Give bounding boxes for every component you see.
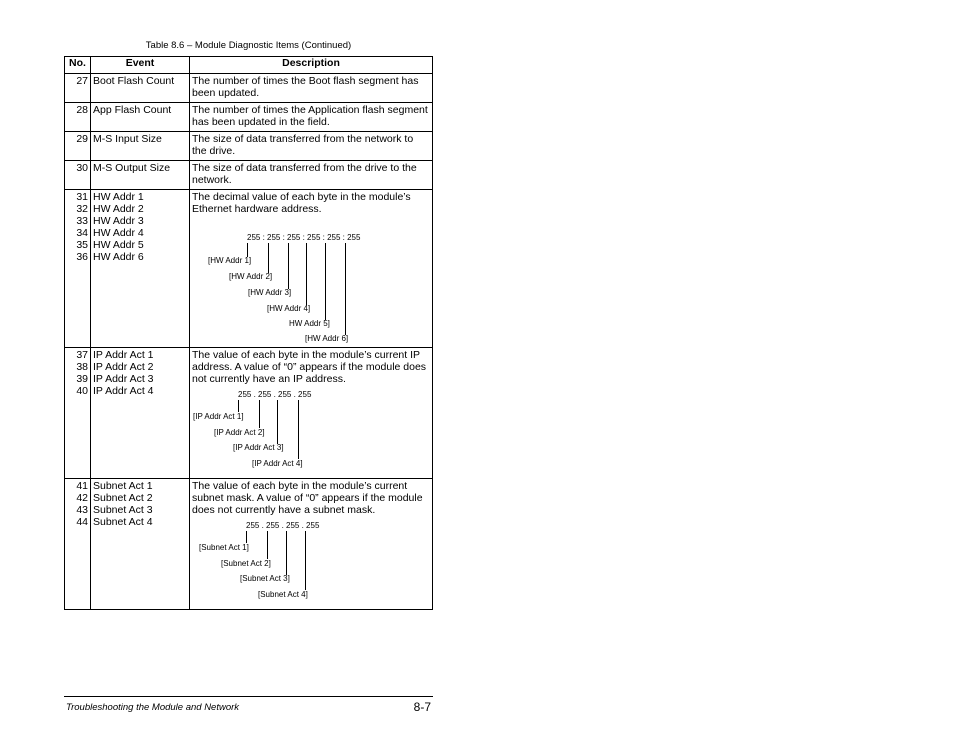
ip-label-2: [IP Addr Act 2] xyxy=(214,428,265,437)
hw-leader-4 xyxy=(306,243,307,305)
subnet-diagram xyxy=(192,516,430,606)
hw-leader-3 xyxy=(288,243,289,289)
subnet-label-4: [Subnet Act 4] xyxy=(258,590,308,599)
row-description: The decimal value of each byte in the module’s Ethernet hardware address. 255 : 255 : 255 : 255 : 255 : 255 [HW Addr 1] [HW Addr 2] [HW Addr 3] [HW Addr 4] HW Addr 5] [HW Addr 6] xyxy=(190,190,433,348)
diagnostic-table xyxy=(64,56,433,610)
ip-addr-diagram xyxy=(192,385,430,475)
ip-label-3: [IP Addr Act 3] xyxy=(233,443,284,452)
row-description: The size of data transferred from the network to the drive. xyxy=(190,132,433,161)
subnet-leader-2 xyxy=(267,531,268,559)
row-description: The value of each byte in the module’s current IP address. A value of “0” appears if the module does not currently have an IP address. 255 . 255 . 255 . 255 [IP Addr Act 1] [IP Addr Act 2] [IP Addr Act 3] [IP Addr Act 4] xyxy=(190,348,433,479)
table-row xyxy=(65,132,433,161)
hw-addr-value: 255 : 255 : 255 : 255 : 255 : 255 xyxy=(247,233,361,242)
table-header-row xyxy=(65,57,433,74)
hw-leader-2 xyxy=(268,243,269,273)
footer-section-title: Troubleshooting the Module and Network xyxy=(66,702,240,713)
ip-addr-value: 255 . 255 . 255 . 255 xyxy=(238,390,312,399)
hw-addr-diagram xyxy=(192,215,430,343)
row-number: 30 xyxy=(65,161,91,190)
table-row xyxy=(65,74,433,103)
row-event: HW Addr 1 HW Addr 2 HW Addr 3 HW Addr 4 HW Addr 5 HW Addr 6 xyxy=(91,190,190,348)
row-number: 37 38 39 40 xyxy=(65,348,91,479)
table-row xyxy=(65,161,433,190)
table-row xyxy=(65,103,433,132)
row-number: 27 xyxy=(65,74,91,103)
hw-label-1: [HW Addr 1] xyxy=(208,256,252,265)
row-number: 29 xyxy=(65,132,91,161)
ip-label-1: [IP Addr Act 1] xyxy=(193,412,244,421)
row-description: The number of times the Boot flash segment has been updated. xyxy=(190,74,433,103)
table-row xyxy=(65,190,433,348)
row-event: M-S Output Size xyxy=(91,161,190,190)
row-number: 28 xyxy=(65,103,91,132)
ip-leader-3 xyxy=(277,400,278,444)
table-caption: Table 8.6 – Module Diagnostic Items (Continued) xyxy=(145,40,352,51)
subnet-label-1: [Subnet Act 1] xyxy=(199,543,249,552)
row-event: M-S Input Size xyxy=(91,132,190,161)
hw-label-5: HW Addr 5] xyxy=(289,319,330,328)
row-event: Boot Flash Count xyxy=(91,74,190,103)
table-row xyxy=(65,348,433,479)
header-event: Event xyxy=(91,57,190,74)
table-row xyxy=(65,479,433,610)
page-number: 8-7 xyxy=(413,700,431,714)
header-no: No. xyxy=(65,57,91,74)
hw-label-3: [HW Addr 3] xyxy=(248,288,292,297)
hw-label-6: [HW Addr 6] xyxy=(305,334,349,343)
row-description: The size of data transferred from the drive to the network. xyxy=(190,161,433,190)
hw-leader-5 xyxy=(325,243,326,320)
ip-label-4: [IP Addr Act 4] xyxy=(252,459,303,468)
header-description: Description xyxy=(190,57,433,74)
subnet-label-3: [Subnet Act 3] xyxy=(240,574,290,583)
row-number: 41 42 43 44 xyxy=(65,479,91,610)
subnet-label-2: [Subnet Act 2] xyxy=(221,559,271,568)
row-event: App Flash Count xyxy=(91,103,190,132)
subnet-leader-3 xyxy=(286,531,287,575)
row-description: The value of each byte in the module’s current subnet mask. A value of “0” appears if the module does not currently have a subnet mask. 255 . 255 . 255 . 255 [Subnet Act 1] [Subnet Act 2] [Subnet Act 3] [Subnet Act 4] xyxy=(190,479,433,610)
hw-label-4: [HW Addr 4] xyxy=(267,304,311,313)
hw-leader-6 xyxy=(345,243,346,335)
subnet-leader-4 xyxy=(305,531,306,590)
row-number: 31 32 33 34 35 36 xyxy=(65,190,91,348)
hw-label-2: [HW Addr 2] xyxy=(229,272,273,281)
subnet-value: 255 . 255 . 255 . 255 xyxy=(246,521,320,530)
row-description: The number of times the Application flash segment has been updated in the field. xyxy=(190,103,433,132)
row-event: Subnet Act 1 Subnet Act 2 Subnet Act 3 Subnet Act 4 xyxy=(91,479,190,610)
ip-leader-2 xyxy=(259,400,260,428)
ip-leader-4 xyxy=(298,400,299,459)
footer-rule xyxy=(64,696,433,697)
row-event: IP Addr Act 1 IP Addr Act 2 IP Addr Act 3 IP Addr Act 4 xyxy=(91,348,190,479)
